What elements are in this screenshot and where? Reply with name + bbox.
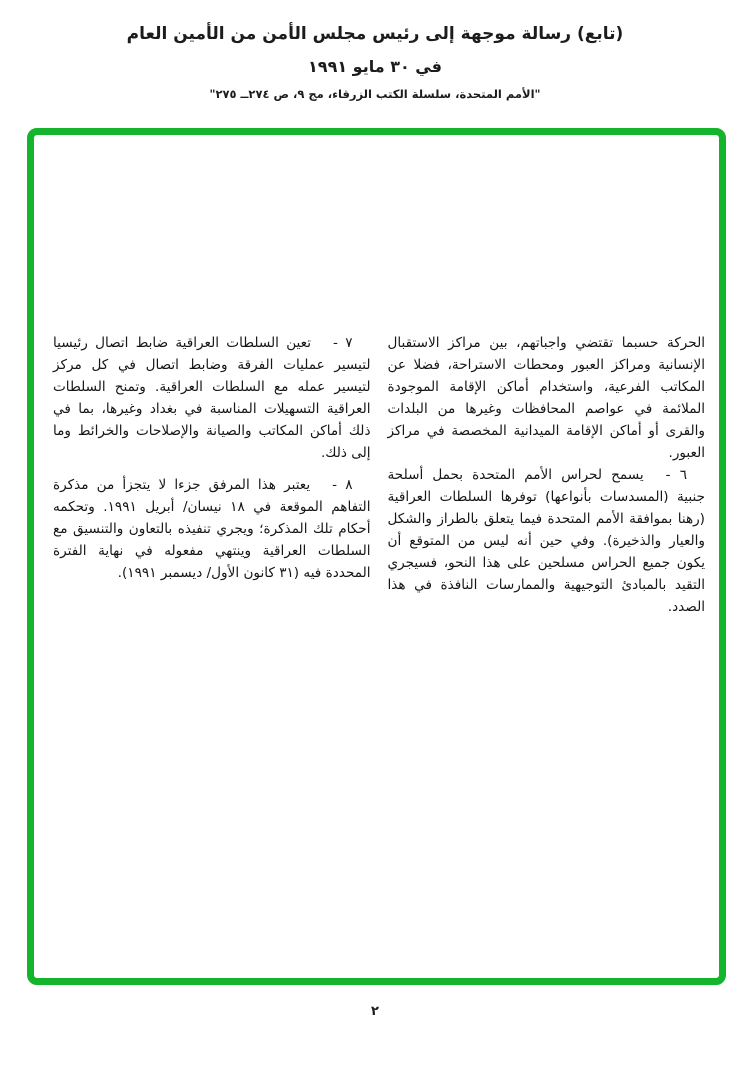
document-header (0, 0, 750, 101)
paragraph: ٦ -يسمح لحراس الأمم المتحدة بحمل أسلحة جنبية (المسدسات بأنواعها) توفرها السلطات العراقية (رهنا بموافقة الأمم المتحدة فيما يتعلق بالطراز والشكل والعيار والذخيرة). وفي حين أنه ليس من المتوقع أن يكون جميع الحراس مسلحين على هذا النحو، فسيجري التقيد بالمبادئ التوجيهية والممارسات النافذة في هذا الصدد. (387, 467, 705, 615)
document-body (34, 332, 719, 618)
paragraph-number: ٦ - (665, 467, 687, 483)
paragraph-number: ٨ - (332, 477, 353, 493)
header-title: (تابع) رسالة موجهة إلى رئيس مجلس الأمن من الأمين العام (126, 24, 624, 44)
paragraph: ٨ -يعتبر هذا المرفق جزءا لا يتجزأ من مذكرة التفاهم الموقعة في ١٨ نيسان/ أبريل ١٩٩١. وتحكمه أحكام تلك المذكرة؛ ويجري تنفيذه بالتعاون والتنسيق مع السلطات العراقية وينتهي مفعوله في نهاية الفترة المحددة فيه (٣١ كانون الأول/ ديسمبر ١٩٩١). (53, 477, 371, 581)
paragraph: الحركة حسبما تقتضي واجباتهم، بين مراكز الاستقبال الإنسانية ومراكز العبور ومحطات الاستراحة، فضلا عن المكاتب الفرعية، واستخدام أماكن الإقامة الموجودة الملائمة في عواصم المحافظات وغيرها من البلدات والقرى أو أماكن الإقامة الميدانية المخصصة في مراكز العبور. (387, 335, 705, 461)
header-date: في ٣٠ مايو ١٩٩١ (308, 57, 442, 76)
paragraph-number: ٧ - (333, 335, 353, 351)
page-number: ٢ (371, 1004, 379, 1019)
paragraph: ٧ -تعين السلطات العراقية ضابط اتصال رئيسيا لتيسير عمليات الفرقة وضابط اتصال في كل مركز لتيسير عمله مع السلطات العراقية. وتمنح السلطات العراقية التسهيلات المناسبة في بغداد وغيرها، بما في ذلك أماكن المكاتب والصيانة والإصلاحات والخرائط وما إلى ذلك. (53, 335, 371, 461)
column-right (388, 332, 706, 618)
highlight-box (27, 128, 726, 985)
column-left (53, 332, 371, 618)
header-source-citation: "الأمم المتحدة، سلسلة الكتب الزرقاء، مج ٩، ص ٢٧٤ــ ٢٧٥" (209, 87, 541, 101)
